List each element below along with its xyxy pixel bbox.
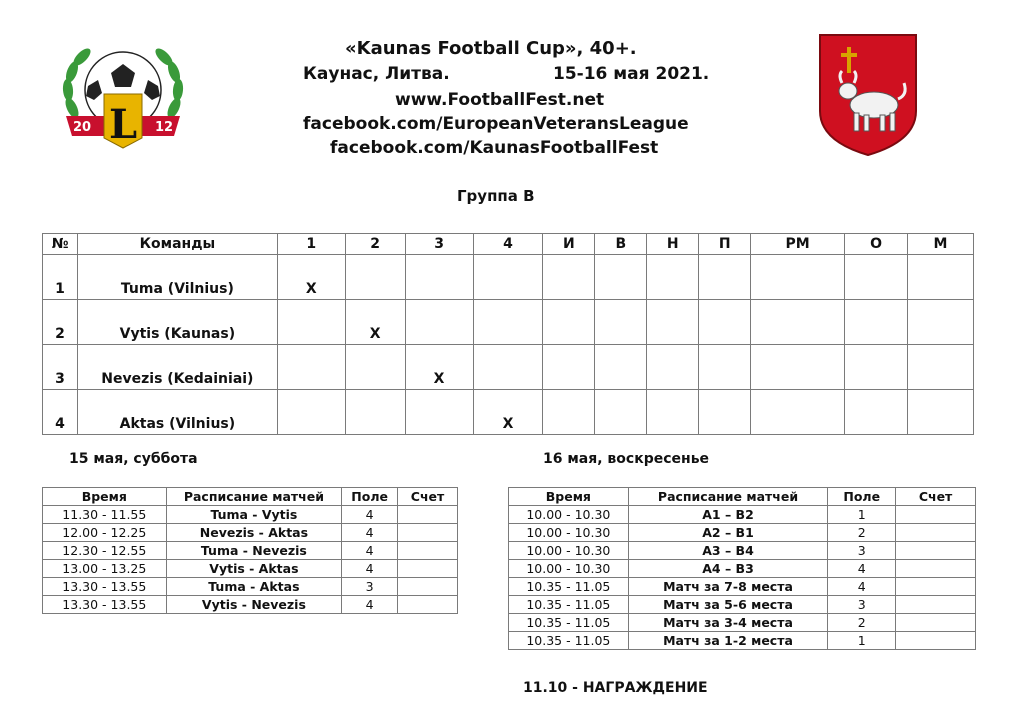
result-cell [751, 390, 845, 435]
schedule-header-row [43, 488, 458, 506]
match-time: 10.35 - 11.05 [509, 632, 629, 650]
col-header: Поле [342, 488, 398, 506]
match-field: 4 [342, 524, 398, 542]
col-header: 2 [345, 234, 405, 255]
col-header: В [595, 234, 647, 255]
team-number: 2 [43, 300, 78, 345]
result-cell [473, 345, 543, 390]
schedule-row [509, 560, 976, 578]
team-name: Vytis (Kaunas) [77, 300, 277, 345]
team-name: Nevezis (Kedainiai) [77, 345, 277, 390]
result-cell [647, 300, 699, 345]
result-cell [345, 390, 405, 435]
match-time: 10.00 - 10.30 [509, 506, 629, 524]
schedule-row [509, 506, 976, 524]
match-name: A3 – B4 [628, 542, 828, 560]
match-name: Nevezis - Aktas [166, 524, 342, 542]
match-time: 13.30 - 13.55 [43, 596, 167, 614]
match-name: Vytis - Aktas [166, 560, 342, 578]
match-time: 10.00 - 10.30 [509, 560, 629, 578]
team-row [43, 345, 974, 390]
match-field: 2 [828, 524, 896, 542]
result-cell [647, 255, 699, 300]
col-header: П [699, 234, 751, 255]
match-score [398, 506, 458, 524]
logo-year-left: 20 [72, 120, 92, 135]
team-number: 3 [43, 345, 78, 390]
logo-year-right: 12 [154, 120, 174, 135]
schedule-row [43, 560, 458, 578]
match-score [896, 560, 976, 578]
result-cell [277, 345, 345, 390]
match-name: Tuma - Aktas [166, 578, 342, 596]
match-score [398, 560, 458, 578]
result-cell [845, 300, 908, 345]
schedule-row [43, 506, 458, 524]
col-header: Команды [77, 234, 277, 255]
logo-letter: L [108, 101, 138, 148]
result-cell [751, 255, 845, 300]
col-header: Время [509, 488, 629, 506]
schedule-row [509, 542, 976, 560]
col-header: Поле [828, 488, 896, 506]
schedule-header-row [509, 488, 976, 506]
match-score [896, 614, 976, 632]
result-cell [699, 300, 751, 345]
col-header: И [543, 234, 595, 255]
match-name: Tuma - Nevezis [166, 542, 342, 560]
team-number: 1 [43, 255, 78, 300]
team-row [43, 255, 974, 300]
match-score [398, 542, 458, 560]
result-cell [845, 345, 908, 390]
result-cell [647, 390, 699, 435]
result-cell: X [277, 255, 345, 300]
schedule-row [509, 524, 976, 542]
match-field: 2 [828, 614, 896, 632]
group-title: Группа B [457, 187, 535, 205]
day2-schedule-table [508, 487, 976, 650]
schedule-row [509, 596, 976, 614]
match-time: 12.30 - 12.55 [43, 542, 167, 560]
match-name: Матч за 3-4 места [628, 614, 828, 632]
col-header: № [43, 234, 78, 255]
match-score [398, 578, 458, 596]
result-cell: X [345, 300, 405, 345]
event-dates: 15-16 мая 2021. [553, 64, 710, 84]
award-ceremony: 11.10 - НАГРАЖДЕНИЕ [523, 680, 708, 696]
match-time: 10.35 - 11.05 [509, 596, 629, 614]
facebook-link-kaunas[interactable]: facebook.com/KaunasFootballFest [330, 138, 659, 158]
result-cell [908, 345, 974, 390]
match-field: 1 [828, 632, 896, 650]
match-score [896, 524, 976, 542]
match-name: Матч за 1-2 места [628, 632, 828, 650]
result-cell: X [405, 345, 473, 390]
day1-schedule-table [42, 487, 458, 614]
result-cell [277, 300, 345, 345]
result-cell [405, 255, 473, 300]
website-link[interactable]: www.FootballFest.net [395, 90, 605, 110]
result-cell [699, 255, 751, 300]
match-time: 10.35 - 11.05 [509, 614, 629, 632]
result-cell [405, 300, 473, 345]
kaunas-coat-of-arms [818, 33, 918, 157]
match-field: 4 [342, 596, 398, 614]
result-cell [345, 255, 405, 300]
match-name: A4 – B3 [628, 560, 828, 578]
club-logo [58, 38, 188, 150]
match-field: 4 [828, 578, 896, 596]
result-cell [595, 300, 647, 345]
match-name: A1 – B2 [628, 506, 828, 524]
col-header: 1 [277, 234, 345, 255]
match-time: 12.00 - 12.25 [43, 524, 167, 542]
match-field: 4 [342, 560, 398, 578]
result-cell [595, 345, 647, 390]
result-cell [699, 390, 751, 435]
result-cell: X [473, 390, 543, 435]
result-cell [595, 255, 647, 300]
day1-title: 15 мая, суббота [69, 451, 198, 467]
col-header: РМ [751, 234, 845, 255]
match-field: 3 [828, 542, 896, 560]
match-name: A2 – B1 [628, 524, 828, 542]
result-cell [277, 390, 345, 435]
match-field: 1 [828, 506, 896, 524]
team-row [43, 390, 974, 435]
result-cell [845, 255, 908, 300]
team-name: Aktas (Vilnius) [77, 390, 277, 435]
result-cell [908, 390, 974, 435]
team-number: 4 [43, 390, 78, 435]
schedule-row [509, 578, 976, 596]
result-cell [751, 300, 845, 345]
team-row [43, 300, 974, 345]
match-time: 11.30 - 11.55 [43, 506, 167, 524]
team-name: Tuma (Vilnius) [77, 255, 277, 300]
col-header: Расписание матчей [628, 488, 828, 506]
schedule-row [43, 542, 458, 560]
schedule-row [43, 578, 458, 596]
match-time: 13.30 - 13.55 [43, 578, 167, 596]
match-name: Матч за 5-6 места [628, 596, 828, 614]
match-field: 4 [342, 506, 398, 524]
result-cell [908, 255, 974, 300]
match-field: 4 [828, 560, 896, 578]
result-cell [845, 390, 908, 435]
match-field: 3 [342, 578, 398, 596]
match-score [896, 578, 976, 596]
col-header: М [908, 234, 974, 255]
match-score [398, 596, 458, 614]
col-header: О [845, 234, 908, 255]
day2-title: 16 мая, воскресенье [543, 451, 710, 467]
match-name: Матч за 7-8 места [628, 578, 828, 596]
match-score [896, 506, 976, 524]
result-cell [405, 390, 473, 435]
result-cell [543, 345, 595, 390]
match-name: Tuma - Vytis [166, 506, 342, 524]
match-time: 13.00 - 13.25 [43, 560, 167, 578]
result-cell [473, 300, 543, 345]
facebook-link-veterans[interactable]: facebook.com/EuropeanVeteransLeague [303, 114, 689, 134]
result-cell [699, 345, 751, 390]
match-score [896, 542, 976, 560]
result-cell [543, 390, 595, 435]
match-field: 3 [828, 596, 896, 614]
match-time: 10.35 - 11.05 [509, 578, 629, 596]
result-cell [751, 345, 845, 390]
schedule-row [43, 524, 458, 542]
match-time: 10.00 - 10.30 [509, 542, 629, 560]
col-header: Время [43, 488, 167, 506]
match-name: Vytis - Nevezis [166, 596, 342, 614]
result-cell [473, 255, 543, 300]
event-title: «Kaunas Football Cup», 40+. [345, 38, 637, 59]
match-time: 10.00 - 10.30 [509, 524, 629, 542]
match-score [398, 524, 458, 542]
match-score [896, 632, 976, 650]
schedule-row [509, 632, 976, 650]
col-header: Расписание матчей [166, 488, 342, 506]
schedule-row [43, 596, 458, 614]
col-header: 3 [405, 234, 473, 255]
result-cell [908, 300, 974, 345]
match-field: 4 [342, 542, 398, 560]
col-header: Счет [896, 488, 976, 506]
result-cell [647, 345, 699, 390]
result-cell [345, 345, 405, 390]
col-header: Счет [398, 488, 458, 506]
event-city: Каунас, Литва. [303, 64, 450, 84]
result-cell [543, 255, 595, 300]
col-header: 4 [473, 234, 543, 255]
schedule-row [509, 614, 976, 632]
result-cell [595, 390, 647, 435]
match-score [896, 596, 976, 614]
group-standings-table [42, 233, 974, 435]
result-cell [543, 300, 595, 345]
col-header: Н [647, 234, 699, 255]
group-header-row [43, 234, 974, 255]
